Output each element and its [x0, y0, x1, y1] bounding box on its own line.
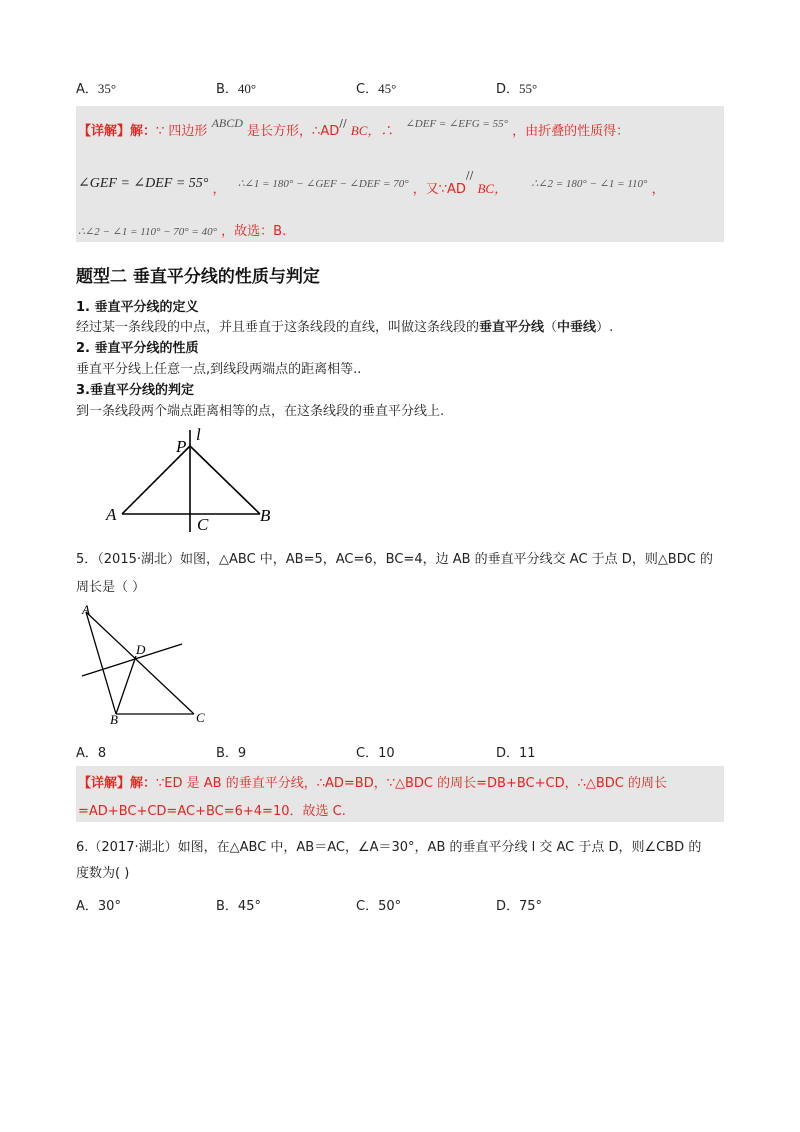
- answer-line-1: 【详解】解：∵ 四边形 ABCD 是长方形，∴AD// BC，∴ $^{\angle DEF = \angle EFG = 55^\circ}$ ，由折叠的性质得：: [78, 116, 630, 139]
- segment-ac: [86, 612, 194, 714]
- option-b: B．40°: [216, 81, 257, 97]
- subsection-3-text: 到一条线段两个端点距离相等的点，在这条线段的垂直平分线上.: [76, 404, 445, 419]
- answer-block-prev: [76, 106, 724, 242]
- subsection-1-title: 1. 垂直平分线的定义: [76, 300, 199, 315]
- option-a: A．35°: [76, 81, 117, 97]
- section-title: 题型二 垂直平分线的性质与判定: [76, 267, 320, 287]
- q5-text-line-2: 周长是（ ）: [76, 580, 146, 595]
- q6-text-line-1: 6.（2017·湖北）如图，在△ABC 中，AB＝AC，∠A＝30°，AB 的垂直平分线 l 交 AC 于点 D，则∠CBD 的: [76, 840, 702, 855]
- label-b: B: [110, 712, 118, 726]
- option-b: B．9: [216, 746, 247, 761]
- q6-options: [76, 895, 736, 917]
- label-a: A: [82, 602, 90, 617]
- subsection-3-title: 3.垂直平分线的判定: [76, 383, 194, 398]
- prev-question-options: [76, 78, 736, 100]
- answer-line-3: ∴∠2 − ∠1 = 110° − 70° = 40° ，故选：B.: [78, 224, 287, 239]
- q5-options: [76, 742, 736, 764]
- perpendicular-bisector-figure: [100, 424, 290, 536]
- option-c: C．45°: [356, 81, 397, 97]
- q6-text-line-2: 度数为( ): [76, 866, 130, 881]
- label-c: C: [197, 515, 209, 534]
- segment-pb: [190, 446, 260, 514]
- answer-q5-line-2: =AD+BC+CD=AC+BC=6+4=10．故选 C.: [78, 804, 346, 819]
- label-b: B: [260, 506, 271, 525]
- option-d: D．75°: [496, 899, 543, 914]
- label-p: P: [176, 437, 187, 456]
- label-d: D: [136, 642, 146, 657]
- segment-pa: [122, 446, 190, 514]
- answer-block-q5: [76, 766, 724, 822]
- answer-q5-line-1: 【详解】解：∵ED 是 AB 的垂直平分线，∴AD=BD，∵△BDC 的周长=DB+BC+CD，∴△BDC 的周长: [78, 776, 667, 791]
- subsection-2-title: 2. 垂直平分线的性质: [76, 341, 199, 356]
- q5-text-line-1: 5．（2015·湖北）如图，△ABC 中，AB=5，AC=6，BC=4，边 AB 的垂直平分线交 AC 于点 D，则△BDC 的: [76, 552, 713, 567]
- segment-ab: [86, 612, 116, 714]
- answer-line-2: ∠GEF = ∠DEF = 55° ， ∴∠1 = 180° − ∠GEF − ∠DEF = 70° ，又∵AD// BC， ∴∠2 = 180° − ∠1 = 110° ，: [78, 169, 665, 197]
- option-a: A．8: [76, 746, 107, 761]
- option-c: C．10: [356, 746, 395, 761]
- option-d: D．55°: [496, 81, 538, 97]
- label-l: l: [196, 425, 201, 444]
- option-b: B．45°: [216, 899, 261, 914]
- label-a: A: [106, 505, 117, 524]
- q5-figure: [74, 600, 210, 726]
- option-d: D．11: [496, 746, 536, 761]
- label-c: C: [196, 710, 205, 725]
- subsection-1-text: 经过某一条线段的中点，并且垂直于这条线段的直线，叫做这条线段的垂直平分线（中垂线）.: [76, 320, 614, 335]
- option-a: A．30°: [76, 899, 121, 914]
- subsection-2-text: 垂直平分线上任意一点,到线段两端点的距离相等..: [76, 362, 362, 377]
- option-c: C．50°: [356, 899, 402, 914]
